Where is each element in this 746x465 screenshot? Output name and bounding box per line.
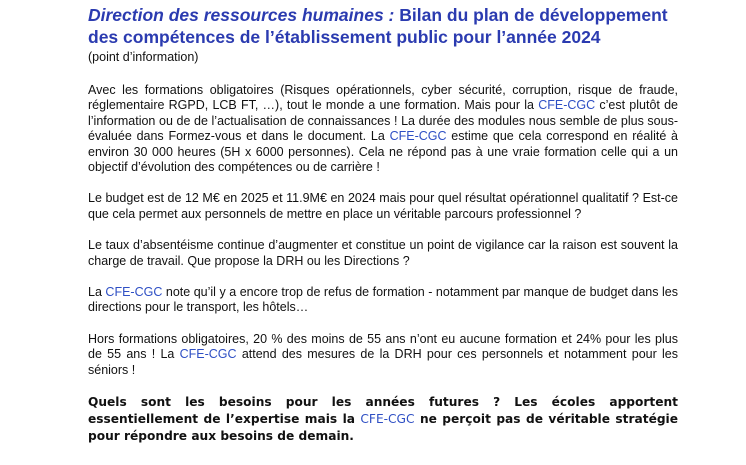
page-subtitle: (point d’information) xyxy=(88,50,199,64)
p6-text-a: Quels sont les besoins pour les années futures ? Les écoles apportent essentiellement de l’expertise mais la xyxy=(88,395,678,427)
paragraph-absenteeism: Le taux d’absentéisme continue d’augmenter et constitue un point de vigilance car la raison est souvent la charge de travail. Que propose la DRH ou les Directions ? xyxy=(88,238,678,268)
org-mention: CFE-CGC xyxy=(179,347,237,362)
org-mention: CFE-CGC xyxy=(360,412,415,427)
p1-text-b: c’est plutôt de l’information ou de de l’actualisation de connaissances ! La durée des modules nous semble de plus sous-évaluée dans Formez-vous et dans le document. La xyxy=(88,98,678,144)
paragraph-seniors xyxy=(88,332,678,378)
paragraph-budget: Le budget est de 12 M€ en 2025 et 11.9M€ en 2024 mais pour quel résultat opérationnel qualitatif ? Est-ce que cela permet aux personnels de mettre en place un véritable parcours professionnel ? xyxy=(88,191,678,221)
p6-text-b: ne perçoit pas de véritable stratégie pour répondre aux besoins de demain. xyxy=(88,412,678,444)
p5-text-a: Hors formations obligatoires, 20 % des moins de 55 ans n’ont eu aucune formation et 24% pour les plus de 55 ans ! La xyxy=(88,331,678,362)
paragraph-future-needs xyxy=(88,394,678,445)
org-mention: CFE-CGC xyxy=(538,98,596,113)
p4-text-b: note qu’il y a encore trop de refus de formation - notamment par manque de budget dans les directions pour le transport, les hôtels… xyxy=(88,285,678,315)
paragraph-training-refusals xyxy=(88,285,678,316)
title-subject: Bilan du plan de développement des compétences de l’établissement public pour l’année 2024 xyxy=(88,5,668,47)
title-department: Direction des ressources humaines : xyxy=(88,5,395,25)
p5-text-b: attend des mesures de la DRH pour ces personnels et notamment pour les séniors ! xyxy=(88,347,678,377)
p1-text-c: estime que cela correspond en réalité à environ 30 000 heures (5H x 6000 personnes). Cela ne répond pas à une vraie formation celle qui a un objectif d’évolution des compétences ou de carrière ! xyxy=(88,129,679,175)
org-mention: CFE-CGC xyxy=(389,129,447,144)
paragraph-mandatory-training xyxy=(88,83,678,175)
p4-text-a: La xyxy=(88,285,106,300)
org-mention: CFE-CGC xyxy=(105,285,163,300)
page-title xyxy=(88,4,678,48)
p1-text-a: Avec les formations obligatoires (Risques opérationnels, cyber sécurité, corruption, risque de fraude, réglementaire RGPD, LCB FT, …), tout le monde a une formation. Mais pour la xyxy=(88,83,678,113)
